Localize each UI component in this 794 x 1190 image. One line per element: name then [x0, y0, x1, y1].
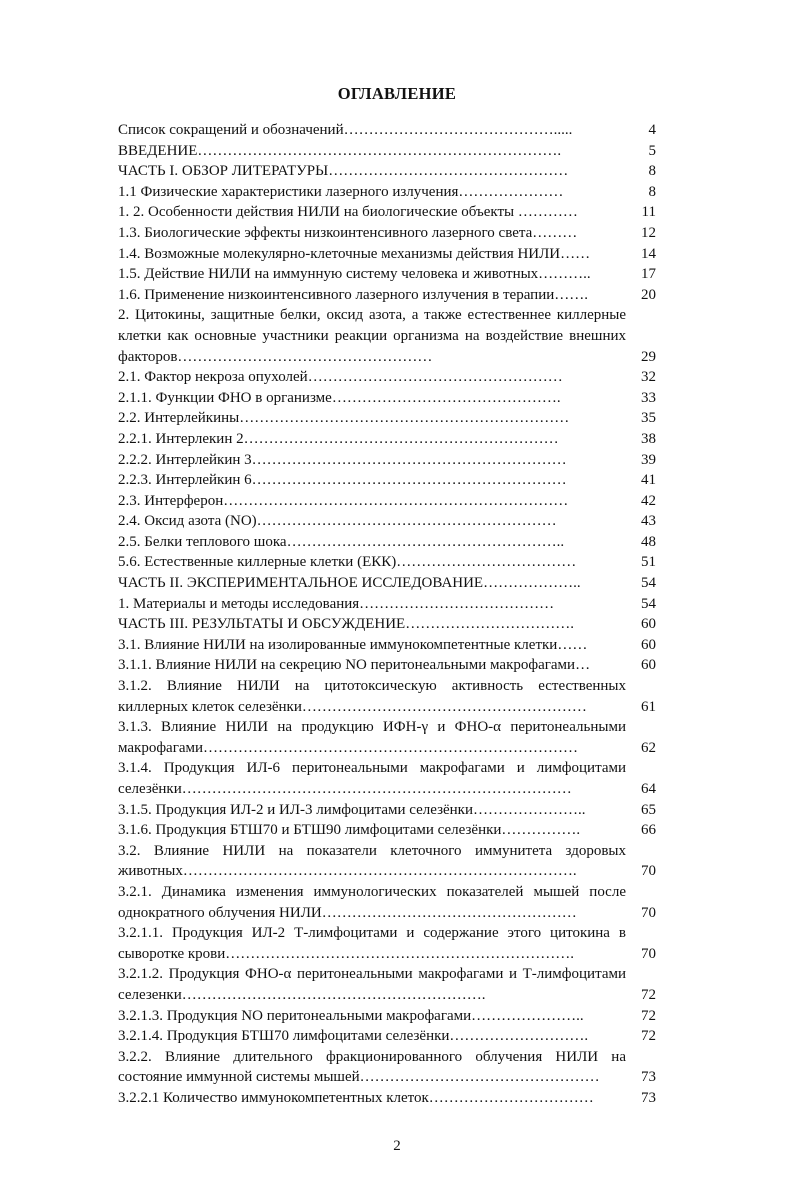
toc-entry-title: 1. Материалы и методы исследования…………………………………: [118, 595, 555, 612]
toc-entry-page: 72: [641, 1007, 656, 1024]
toc-entry: [118, 820, 656, 841]
toc-entry: [118, 717, 656, 758]
toc-entry: [118, 841, 656, 882]
toc-entry: [118, 264, 656, 285]
toc-entry: [118, 758, 656, 799]
toc-entry: [118, 470, 656, 491]
toc-entry: [118, 964, 656, 1005]
toc-entry-page: 48: [641, 533, 656, 550]
toc-entry-title: 1.3. Биологические эффекты низкоинтенсивного лазерного света………: [118, 224, 578, 241]
page-number: 2: [393, 1138, 401, 1154]
toc-entry-title: 3.2.1. Динамика изменения иммунологических показателей мышей после однократного облучения НИЛИ……………………………………………: [118, 883, 626, 921]
toc-entry: [118, 1006, 656, 1027]
toc-entry-title: 3.1.2. Влияние НИЛИ на цитотоксическую активность естественных киллерных клеток селезёнки…………………………………………………: [118, 678, 626, 715]
toc-entry-title: 2.2.2. Интерлейкин 3………………………………………………………: [118, 451, 567, 468]
toc-entry-page: 54: [641, 575, 656, 592]
toc-entry: [118, 450, 656, 471]
toc-entry: [118, 202, 656, 223]
toc-entry-page: 8: [648, 183, 656, 200]
toc-entry-title: 3.2.1.2. Продукция ФНО-α перитонеальными макрофагами и Т-лимфоцитами селезенки…………………………………………………….: [118, 966, 626, 1003]
toc-entry-page: 41: [641, 472, 656, 489]
toc-entry-page: 51: [641, 554, 656, 571]
toc-entry-page: 64: [641, 781, 656, 797]
toc-entry-title: 2.2.1. Интерлекин 2………………………………………………………: [118, 430, 559, 447]
toc-entry-page: 38: [641, 430, 656, 447]
toc-entry-title: 2.2.3. Интерлейкин 6………………………………………………………: [118, 472, 567, 489]
toc-entry-page: 4: [648, 122, 656, 138]
toc-entry-page: 42: [641, 492, 656, 509]
toc-entry: [118, 161, 656, 182]
table-of-contents: [118, 120, 656, 1109]
toc-entry-page: 32: [641, 369, 656, 386]
toc-entry: [118, 573, 656, 594]
toc-entry-page: 43: [641, 513, 656, 530]
toc-entry-page: 20: [641, 286, 656, 303]
toc-entry-title: 3.1.4. Продукция ИЛ-6 перитонеальными макрофагами и лимфоцитами селезёнки……………………………………………………………………: [118, 760, 626, 797]
toc-entry-title: 1. 2. Особенности действия НИЛИ на биологические объекты …………: [118, 204, 578, 221]
toc-entry: [118, 367, 656, 388]
toc-entry: [118, 244, 656, 265]
toc-entry-title: 1.1 Физические характеристики лазерного излучения…………………: [118, 183, 564, 200]
toc-entry-page: 60: [641, 657, 656, 674]
toc-entry-title: 3.2.2. Влияние длительного фракционированного облучения НИЛИ на состояние иммунной системы мышей…………………………………………: [118, 1048, 626, 1086]
toc-entry-title: 3.2.1.3. Продукция NO перитонеальными макрофагами…………………..: [118, 1007, 584, 1024]
toc-entry: [118, 491, 656, 512]
toc-entry: [118, 594, 656, 615]
toc-entry: [118, 676, 656, 717]
toc-entry: [118, 182, 656, 203]
toc-entry-page: 33: [641, 389, 656, 406]
toc-entry: [118, 1026, 656, 1047]
toc-entry-page: 14: [641, 245, 656, 262]
page-title: ОГЛАВЛЕНИЕ: [337, 84, 457, 103]
toc-entry-title: ВВЕДЕНИЕ……………………………………………………………….: [118, 142, 562, 159]
toc-entry-page: 70: [641, 904, 656, 921]
toc-entry: [118, 1088, 656, 1109]
toc-entry: [118, 1047, 656, 1088]
toc-entry-title: 3.1.1. Влияние НИЛИ на секрецию NO перитонеальными макрофагами…: [118, 657, 591, 674]
toc-entry-title: 3.2. Влияние НИЛИ на показатели клеточного иммунитета здоровых животных…………………………………………………………………….: [118, 842, 626, 880]
toc-entry-title: 5.6. Естественные киллерные клетки (ЕКК)………………………………: [118, 554, 577, 571]
toc-entry-title: 2.1. Фактор некроза опухолей……………………………………………: [118, 369, 563, 386]
toc-entry-title: 3.2.1.4. Продукция БТШ70 лимфоцитами селезёнки……………………….: [118, 1028, 589, 1045]
toc-entry: [118, 141, 656, 162]
toc-entry-page: 60: [641, 616, 656, 633]
toc-entry-page: 72: [641, 986, 656, 1003]
toc-entry: [118, 305, 656, 367]
toc-entry-title: ЧАСТЬ III. РЕЗУЛЬТАТЫ И ОБСУЖДЕНИЕ…………………………….: [118, 616, 574, 633]
toc-entry: [118, 800, 656, 821]
toc-entry-page: 73: [641, 1069, 656, 1086]
toc-entry-page: 35: [641, 410, 656, 427]
toc-entry: [118, 923, 656, 964]
toc-entry-title: Список сокращений и обозначений…………………………………….....: [118, 122, 573, 138]
toc-entry-title: 3.1.6. Продукция БТШ70 и БТШ90 лимфоцитами селезёнки…………….: [118, 822, 581, 839]
toc-entry-title: 2. Цитокины, защитные белки, оксид азота, а также естественнее киллерные клетки как основные участники реакции организма на воздействие внешних факторов……………………………………………: [118, 307, 626, 365]
toc-entry-title: 2.1.1. Функции ФНО в организме……………………………………….: [118, 389, 561, 406]
toc-entry-title: 1.6. Применение низкоинтенсивного лазерного излучения в терапии…….: [118, 286, 588, 303]
toc-entry-title: 2.5. Белки теплового шока………………………………………………..: [118, 533, 565, 550]
toc-entry-title: ЧАСТЬ II. ЭКСПЕРИМЕНТАЛЬНОЕ ИССЛЕДОВАНИЕ………………..: [118, 575, 581, 592]
toc-entry-title: ЧАСТЬ I. ОБЗОР ЛИТЕРАТУРЫ…………………………………………: [118, 163, 569, 180]
toc-entry: [118, 388, 656, 409]
toc-entry: [118, 655, 656, 676]
toc-entry-page: 17: [641, 266, 656, 283]
toc-entry-title: 3.2.2.1 Количество иммунокомпетентных клеток……………………………: [118, 1089, 594, 1106]
toc-entry-page: 11: [641, 204, 656, 221]
toc-entry-page: 70: [641, 863, 656, 880]
toc-entry-title: 1.4. Возможные молекулярно-клеточные механизмы действия НИЛИ……: [118, 245, 591, 262]
toc-entry-page: 73: [641, 1089, 656, 1106]
toc-entry-title: 2.4. Оксид азота (NO)……………………………………………………: [118, 513, 557, 530]
toc-entry: [118, 120, 656, 141]
toc-entry-title: 3.1. Влияние НИЛИ на изолированные иммунокомпетентные клетки……: [118, 636, 588, 653]
toc-entry-title: 3.1.5. Продукция ИЛ-2 и ИЛ-3 лимфоцитами селезёнки…………………..: [118, 801, 586, 818]
toc-entry: [118, 552, 656, 573]
toc-entry: [118, 511, 656, 532]
toc-entry: [118, 223, 656, 244]
toc-entry-page: 72: [641, 1028, 656, 1045]
toc-entry: [118, 429, 656, 450]
toc-entry-title: 2.3. Интерферон……………………………………………………………: [118, 492, 569, 509]
toc-entry-page: 70: [641, 945, 656, 962]
toc-entry-page: 66: [641, 822, 656, 839]
toc-entry-page: 60: [641, 636, 656, 653]
toc-entry-page: 12: [641, 224, 656, 241]
toc-entry-page: 54: [641, 595, 656, 612]
toc-entry-title: 1.5. Действие НИЛИ на иммунную систему человека и животных………..: [118, 266, 591, 283]
toc-entry-page: 8: [648, 163, 656, 180]
toc-entry: [118, 408, 656, 429]
toc-entry-page: 29: [641, 348, 656, 365]
toc-entry: [118, 532, 656, 553]
toc-entry-page: 65: [641, 801, 656, 818]
toc-entry-title: 3.1.3. Влияние НИЛИ на продукцию ИФН-γ и ФНО-α перитонеальными макрофагами…………………………………………………………………: [118, 719, 626, 756]
toc-entry-page: 39: [641, 451, 656, 468]
toc-entry-title: 3.2.1.1. Продукция ИЛ-2 Т-лимфоцитами и содержание этого цитокина в сыворотке крови…………………………………………………………….: [118, 925, 626, 962]
toc-entry-title: 2.2. Интерлейкины…………………………………………………………: [118, 410, 570, 427]
toc-entry: [118, 882, 656, 923]
toc-entry-page: 61: [641, 698, 656, 715]
toc-entry-page: 62: [641, 739, 656, 756]
toc-entry: [118, 635, 656, 656]
toc-entry: [118, 614, 656, 635]
toc-entry-page: 5: [648, 142, 656, 159]
toc-entry: [118, 285, 656, 306]
